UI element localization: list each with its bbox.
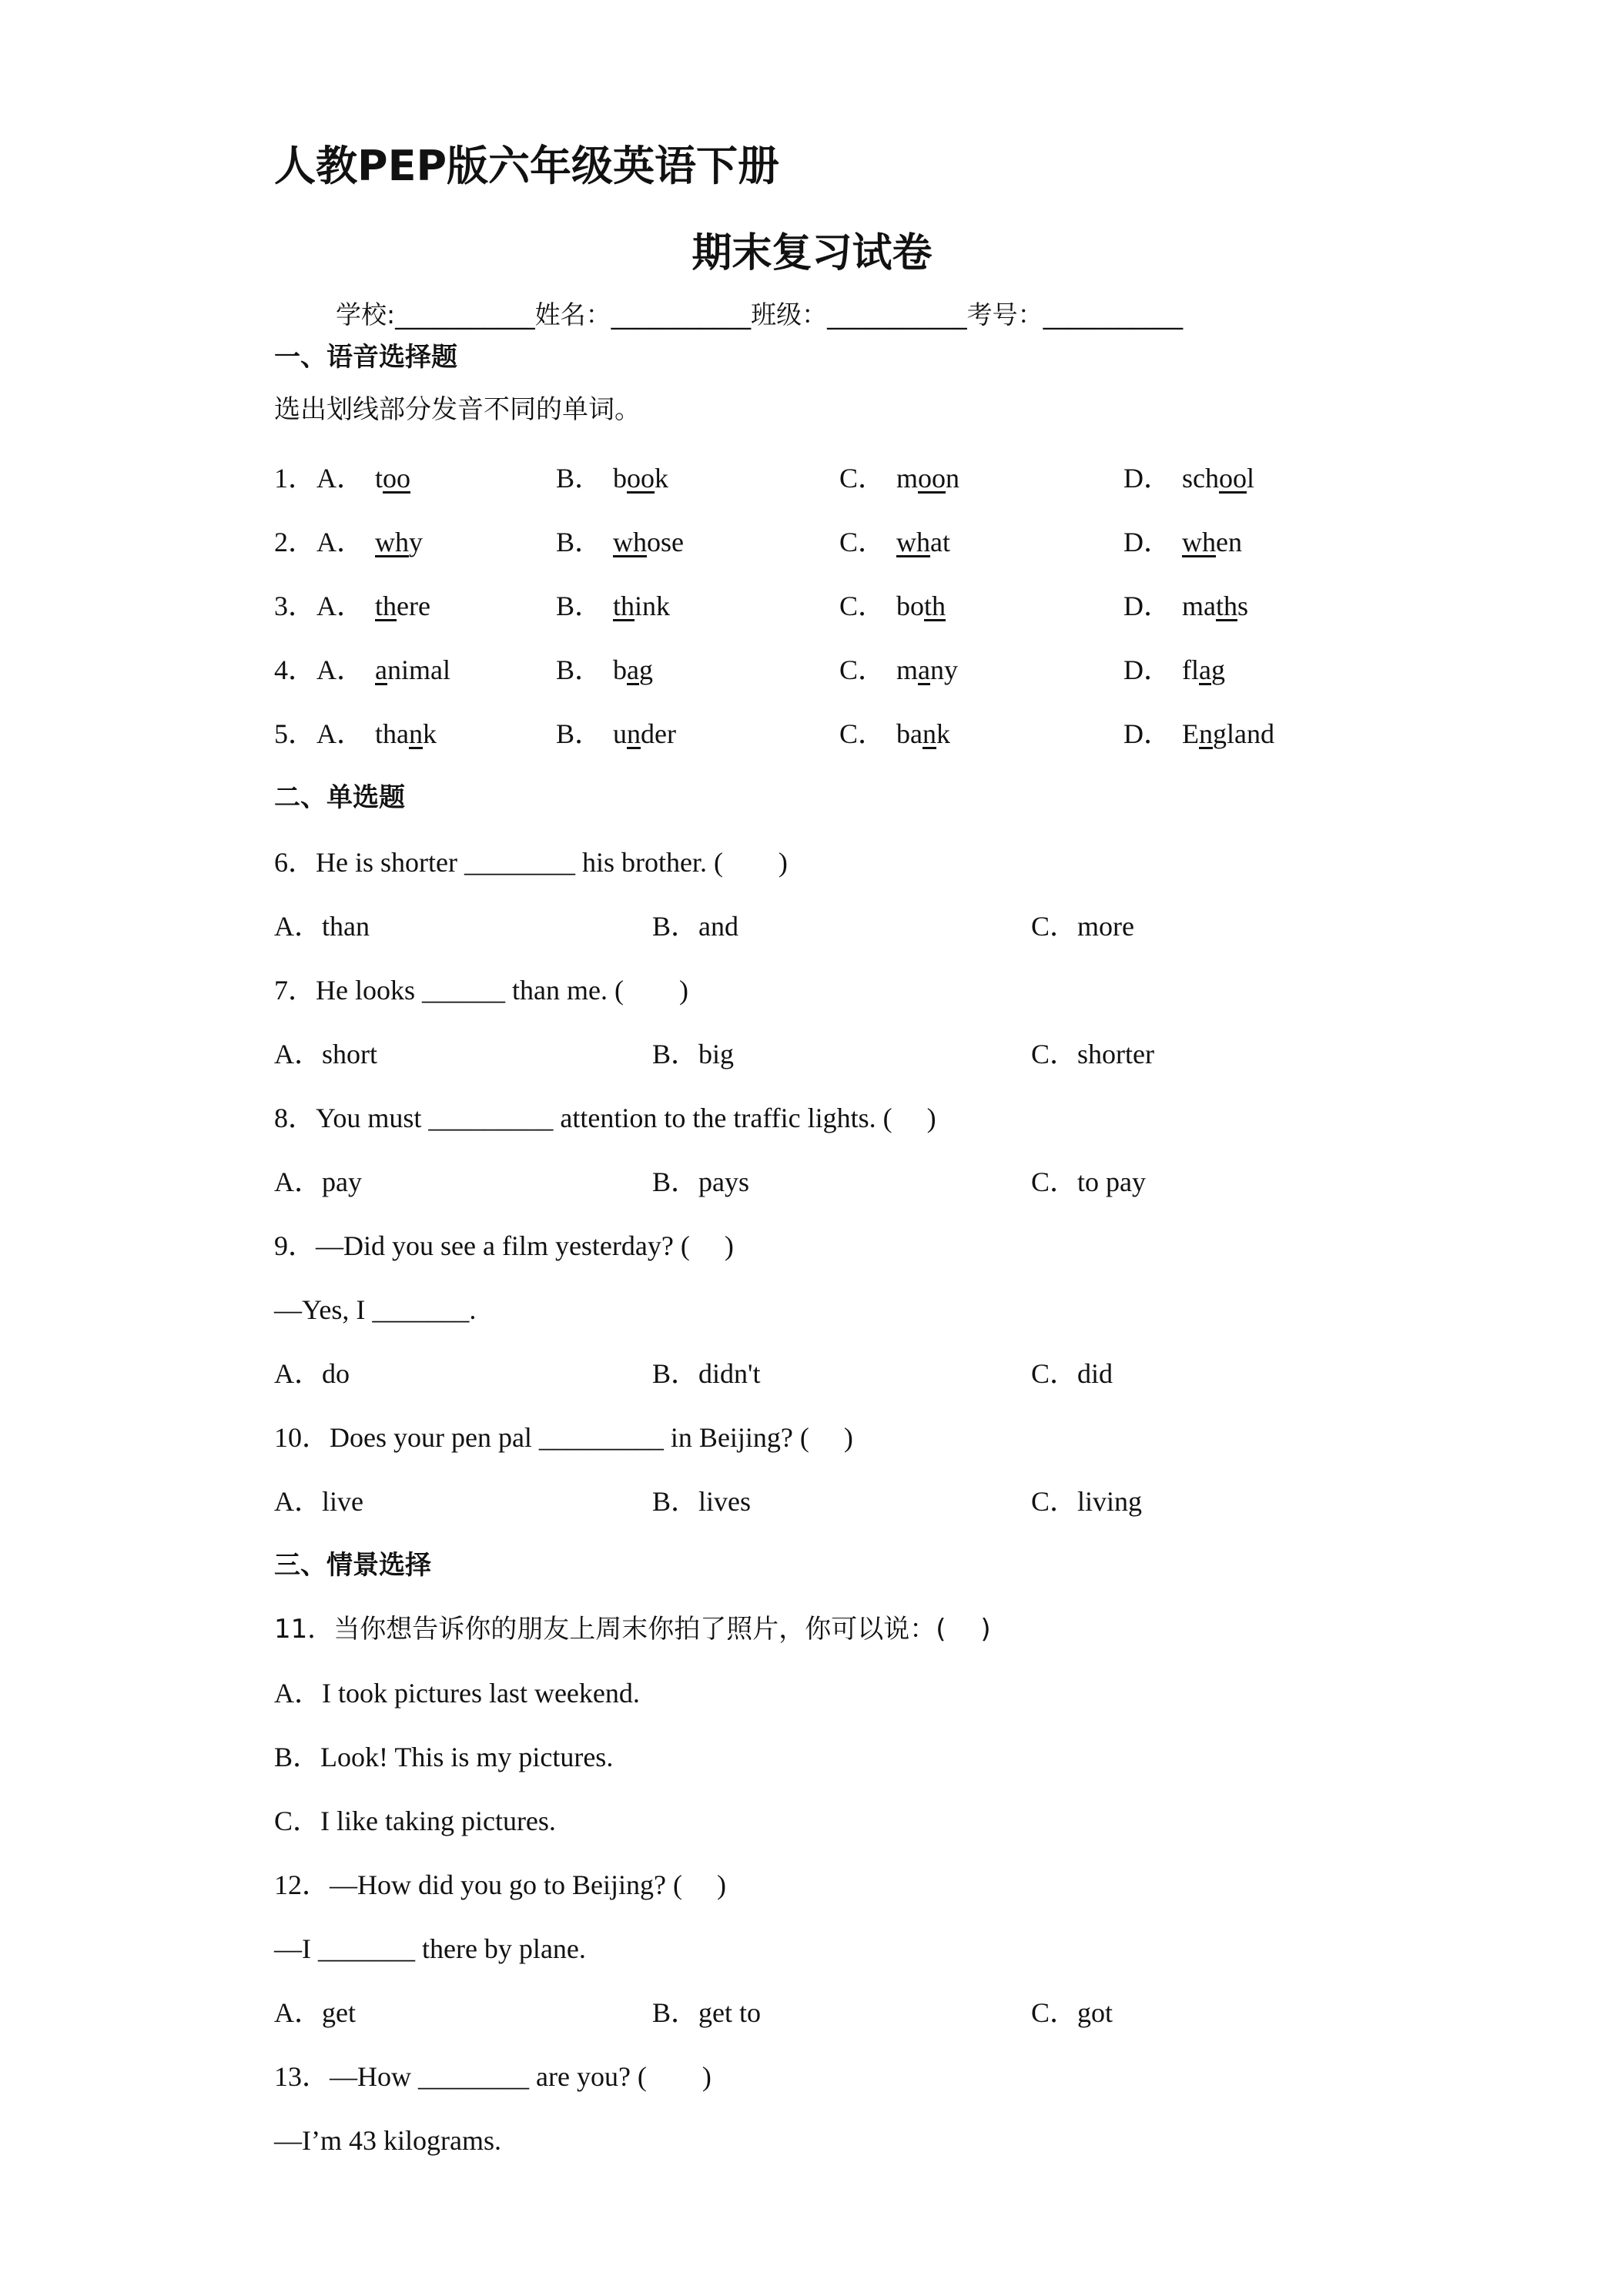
question-stem: 11．当你想告诉你的朋友上周末你拍了照片，你可以说：( ) — [274, 1614, 991, 1645]
question-stem: 7．He looks ______ than me. ( ) — [274, 975, 688, 1006]
word-suffix: k — [936, 718, 950, 749]
option-letter: C． — [839, 591, 886, 621]
option-a[interactable] — [316, 525, 423, 559]
question-stem: 9．—Did you see a film yesterday? ( ) — [274, 1230, 734, 1261]
underlined-letters: wh — [375, 527, 409, 557]
section-heading-phonics: 一、语音选择题 — [274, 342, 457, 373]
word-suffix: k — [422, 718, 437, 749]
word-prefix: b — [613, 463, 628, 494]
option-c[interactable]: C．did — [1031, 1358, 1113, 1389]
option-word — [1182, 591, 1248, 621]
question-stem: 8．You must _________ attention to the traffic lights. ( ) — [274, 1103, 936, 1133]
option-letter: C． — [839, 527, 886, 557]
option-word — [896, 527, 950, 557]
word-suffix: g — [1210, 654, 1225, 685]
option-word — [1182, 654, 1225, 685]
option-word — [613, 718, 676, 749]
word-prefix: t — [375, 463, 383, 494]
word-prefix: ma — [1182, 591, 1216, 621]
word-suffix: der — [641, 718, 676, 749]
question-stem: 10．Does your pen pal _________ in Beijing? ( ) — [274, 1422, 853, 1453]
option-d[interactable] — [1123, 717, 1274, 751]
option-b[interactable]: B．big — [652, 1039, 735, 1069]
option-a[interactable]: A．pay — [274, 1166, 362, 1197]
option-a[interactable] — [316, 589, 430, 623]
option-b[interactable]: B．lives — [652, 1486, 752, 1517]
question-stem: 12．—How did you go to Beijing? ( ) — [274, 1869, 726, 1900]
underlined-letters: a — [627, 654, 639, 685]
underlined-letters: wh — [896, 527, 931, 557]
underlined-letters: n — [627, 718, 641, 749]
word-suffix: en — [1216, 527, 1242, 557]
underlined-letters: n — [1199, 718, 1213, 749]
option-c[interactable] — [839, 589, 946, 623]
option-letter: A． — [316, 463, 364, 494]
option-b[interactable]: B．didn't — [652, 1358, 761, 1389]
word-suffix: k — [655, 463, 669, 494]
question-number: 3． — [274, 591, 316, 621]
option-c[interactable] — [839, 525, 950, 559]
option-word — [375, 591, 430, 621]
question-line2: —Yes, I _______. — [274, 1294, 477, 1325]
option-a[interactable] — [316, 653, 450, 687]
option-word — [375, 654, 450, 685]
section-heading-single-choice: 二、单选题 — [274, 782, 405, 813]
word-suffix: ose — [647, 527, 685, 557]
question-stem: 6．He is shorter ________ his brother. ( ) — [274, 847, 788, 878]
option-c[interactable] — [839, 653, 958, 687]
option-d[interactable] — [1123, 525, 1242, 559]
underlined-letters: wh — [613, 527, 648, 557]
option-letter: A． — [316, 718, 364, 749]
underlined-letters: th — [1215, 591, 1237, 621]
section-heading-situational: 三、情景选择 — [274, 1550, 431, 1581]
underlined-letters: oo — [1219, 463, 1247, 494]
option-a[interactable]: A．than — [274, 911, 370, 942]
option-word — [1182, 527, 1242, 557]
question-line2: —I _______ there by plane. — [274, 1933, 586, 1964]
underlined-letters: th — [613, 591, 635, 621]
option-word — [613, 463, 668, 494]
option-word — [896, 591, 946, 621]
option-d[interactable] — [1123, 589, 1248, 623]
word-prefix: E — [1182, 718, 1199, 749]
word-suffix: y — [409, 527, 423, 557]
option-letter: B． — [556, 527, 603, 557]
choice-c[interactable]: C．I like taking pictures. — [274, 1806, 556, 1836]
option-letter: A． — [316, 527, 364, 557]
option-letter: A． — [316, 591, 364, 621]
underlined-letters: th — [375, 591, 397, 621]
option-c[interactable] — [839, 717, 950, 751]
option-c[interactable]: C．shorter — [1031, 1039, 1154, 1069]
section-instruction: 选出划线部分发音不同的单词。 — [274, 394, 641, 425]
word-prefix: u — [613, 718, 628, 749]
word-suffix: ere — [397, 591, 430, 621]
word-prefix: tha — [375, 718, 409, 749]
option-word — [896, 463, 959, 494]
underlined-letters: wh — [1182, 527, 1216, 557]
option-word — [375, 718, 437, 749]
doc-title: 人教PEP版六年级英语下册 — [274, 142, 780, 190]
underlined-letters: n — [922, 718, 936, 749]
word-suffix: n — [946, 463, 960, 494]
option-word — [896, 654, 958, 685]
student-info-line: 学校:___________姓名：___________班级：___________考号：___________ — [336, 300, 1184, 330]
option-d[interactable] — [1123, 461, 1254, 495]
option-letter: C． — [839, 718, 886, 749]
option-letter: B． — [556, 591, 603, 621]
option-letter: D． — [1123, 527, 1171, 557]
question-stem: 13．—How ________ are you? ( ) — [274, 2061, 712, 2092]
option-a[interactable] — [316, 461, 410, 495]
option-a[interactable]: A．live — [274, 1486, 363, 1517]
option-b[interactable]: B．get to — [652, 1997, 761, 2028]
word-prefix: bo — [896, 591, 925, 621]
word-prefix: b — [613, 654, 628, 685]
option-b[interactable] — [556, 589, 670, 623]
underlined-letters: a — [1199, 654, 1211, 685]
word-prefix: fl — [1182, 654, 1199, 685]
underlined-letters: oo — [383, 463, 411, 494]
option-b[interactable] — [556, 717, 676, 751]
option-letter: B． — [556, 463, 603, 494]
option-b[interactable] — [556, 653, 653, 687]
option-c[interactable]: C．got — [1031, 1997, 1113, 2028]
option-b[interactable]: B．pays — [652, 1166, 750, 1197]
doc-subtitle: 期末复习试卷 — [691, 230, 933, 276]
question-line2: —I’m 43 kilograms. — [274, 2125, 501, 2156]
option-letter: D． — [1123, 654, 1171, 685]
word-prefix: m — [896, 654, 919, 685]
option-word — [375, 463, 410, 494]
option-word — [1182, 718, 1274, 749]
choice-a[interactable]: A．I took pictures last weekend. — [274, 1678, 640, 1709]
word-suffix: at — [930, 527, 950, 557]
underlined-letters: oo — [627, 463, 655, 494]
option-c[interactable]: C．more — [1031, 911, 1134, 942]
underlined-letters: oo — [918, 463, 946, 494]
question-number: 1． — [274, 463, 316, 494]
option-letter: A． — [316, 654, 364, 685]
option-letter: C． — [839, 654, 886, 685]
option-word — [613, 527, 684, 557]
underlined-letters: a — [918, 654, 931, 685]
option-word — [896, 718, 950, 749]
option-b[interactable] — [556, 461, 668, 495]
option-word — [613, 654, 653, 685]
option-b[interactable]: B．and — [652, 911, 738, 942]
question-number: 2． — [274, 527, 316, 557]
option-c[interactable] — [839, 461, 959, 495]
option-a[interactable]: A．short — [274, 1039, 377, 1069]
word-prefix: ba — [896, 718, 922, 749]
option-a[interactable]: A．do — [274, 1358, 350, 1389]
word-suffix: ink — [635, 591, 671, 621]
option-word — [613, 591, 670, 621]
option-letter: B． — [556, 654, 603, 685]
option-a[interactable]: A．get — [274, 1997, 356, 2028]
word-suffix: s — [1237, 591, 1249, 621]
option-c[interactable]: C．living — [1031, 1486, 1143, 1517]
option-letter: D． — [1123, 463, 1171, 494]
option-a[interactable] — [316, 717, 437, 751]
option-word — [375, 527, 423, 557]
option-word — [1182, 463, 1254, 494]
word-prefix: m — [896, 463, 919, 494]
underlined-letters: a — [375, 654, 387, 685]
question-number: 5． — [274, 718, 316, 749]
word-suffix: g — [639, 654, 653, 685]
option-c[interactable]: C．to pay — [1031, 1166, 1146, 1197]
question-number: 4． — [274, 654, 316, 685]
word-suffix: ny — [930, 654, 959, 685]
word-suffix: l — [1247, 463, 1255, 494]
word-suffix: nimal — [387, 654, 450, 685]
underlined-letters: n — [408, 718, 423, 749]
option-letter: B． — [556, 718, 603, 749]
option-b[interactable] — [556, 525, 684, 559]
word-suffix: gland — [1213, 718, 1274, 749]
word-prefix: sch — [1182, 463, 1219, 494]
option-d[interactable] — [1123, 653, 1225, 687]
option-letter: D． — [1123, 591, 1171, 621]
option-letter: D． — [1123, 718, 1171, 749]
choice-b[interactable]: B．Look! This is my pictures. — [274, 1742, 614, 1772]
option-letter: C． — [839, 463, 886, 494]
underlined-letters: th — [924, 591, 946, 621]
